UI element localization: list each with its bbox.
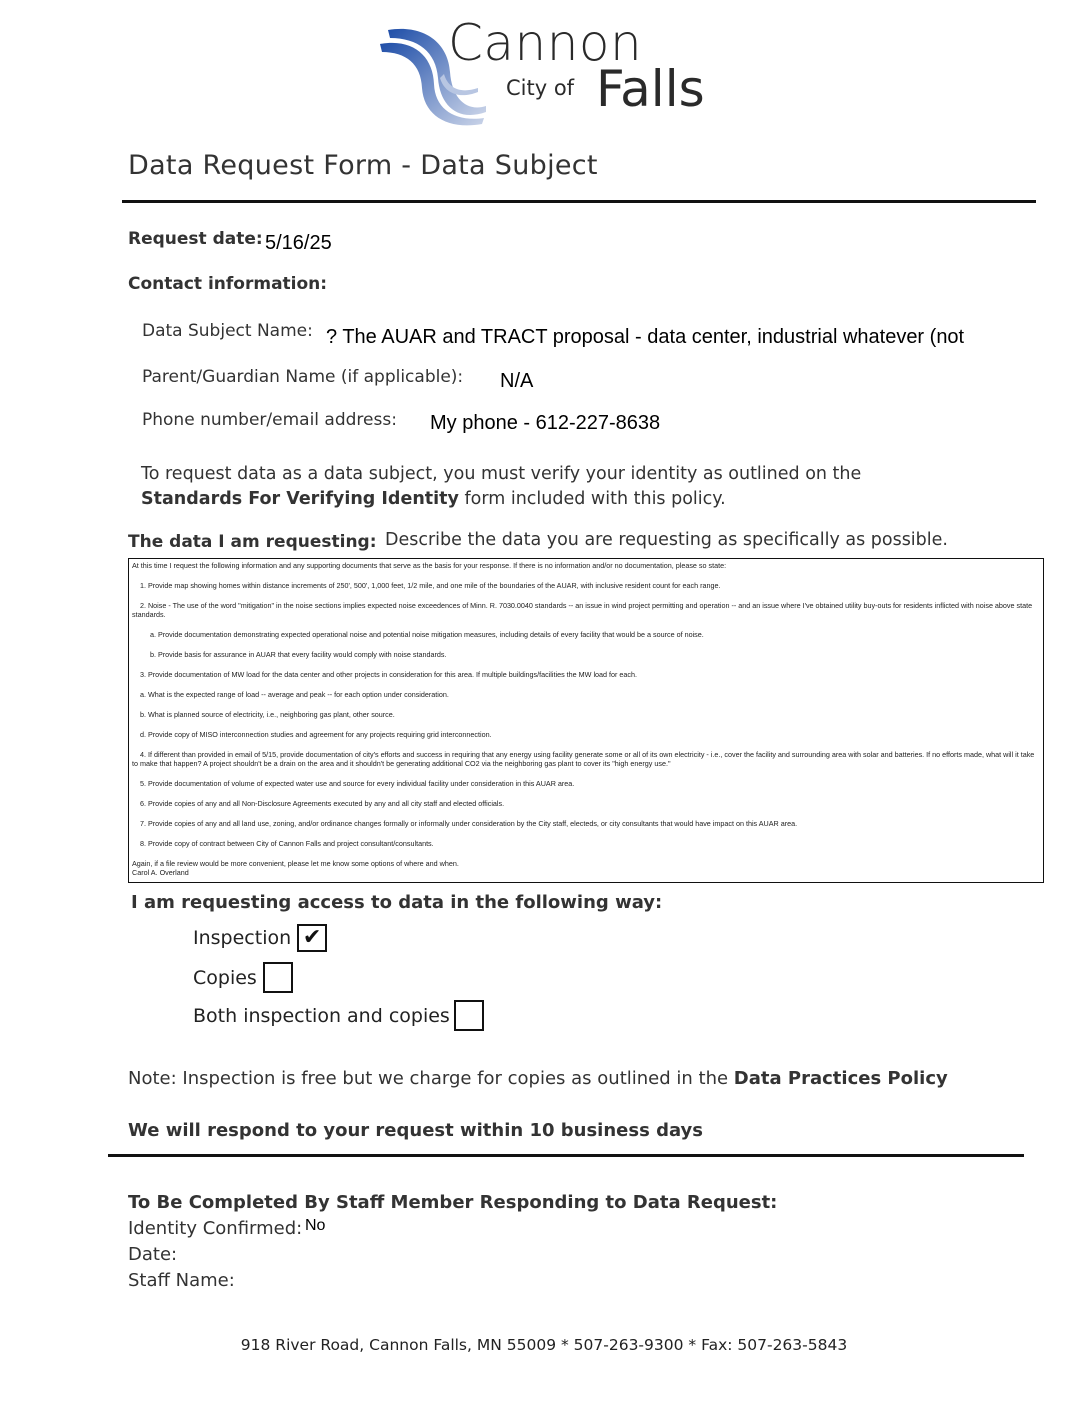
inspection-checkbox[interactable]	[297, 924, 327, 952]
request-item-3: 3. Provide documentation of MW load for the data center and other projects in consideration for this area. If multiple buildings/facilities the MW load for each.	[140, 670, 637, 679]
request-signature: Carol A. Overland	[132, 868, 189, 877]
request-date-value[interactable]: 5/16/25	[265, 232, 332, 254]
option-copies-label: Copies	[193, 966, 257, 989]
subject-name-label: Data Subject Name:	[142, 321, 313, 341]
checkmark-icon: ✔	[302, 925, 322, 950]
staff-section-heading: To Be Completed By Staff Member Responding to Data Request:	[128, 1192, 778, 1213]
logo-cannon-text: Cannon	[448, 14, 643, 72]
option-inspection-label: Inspection	[193, 927, 292, 949]
request-item-4: 4. If different than provided in email of 5/15, provide documentation of city's efforts and success in requiring that any energy using facility generate some or all of its own electricity - i.e., cover the facility and surrounding area with solar and batteries. If no efforts made, what will it take to make that happen? A project shouldn't be a drain on the area and it shouldn't be generating additional CO2 via the neighboring gas plant to cover its "high energy use."	[132, 750, 1035, 768]
request-item-6: 6. Provide copies of any and all Non-Disclosure Agreements executed by any and all city staff and elected officials.	[140, 799, 505, 808]
request-item-2: 2. Noise - The use of the word "mitigation" in the noise sections implies expected noise exceedences of Minn. R. 7030.0040 standards -- an issue in wind project permitting and operation -- and an issue where I've obtained utility buy-outs for residents inflicted with noise above state standards.	[132, 601, 1033, 619]
page-title: Data Request Form - Data Subject	[128, 150, 598, 181]
guardian-name-field[interactable]: N/A	[500, 370, 534, 392]
request-item-2b: b. Provide basis for assurance in AUAR that every facility would comply with noise standards.	[150, 650, 447, 659]
verify-note-line1: To request data as a data subject, you must verify your identity as outlined on the	[141, 464, 862, 484]
request-closing: Again, if a file review would be more convenient, please let me know some options of where and when.	[132, 859, 459, 868]
staff-section-divider	[108, 1154, 1024, 1157]
title-divider	[122, 200, 1036, 203]
data-requesting-instruction: Describe the data you are requesting as specifically as possible.	[385, 530, 948, 550]
staff-name-label: Staff Name:	[128, 1270, 235, 1291]
data-request-textarea[interactable]	[128, 558, 1044, 883]
guardian-name-label: Parent/Guardian Name (if applicable):	[142, 367, 464, 387]
option-both-label: Both inspection and copies	[193, 1004, 450, 1027]
identity-confirmed-field[interactable]: No	[305, 1217, 326, 1234]
request-item-5: 5. Provide documentation of volume of expected water use and source for every individual facility under consideration in this AUAR area.	[140, 779, 575, 788]
request-item-3d: d. Provide copy of MISO interconnection studies and agreement for any projects requiring grid interconnection.	[140, 730, 492, 739]
respond-note: We will respond to your request within 10 business days	[128, 1120, 703, 1141]
request-item-1: 1. Provide map showing homes within distance increments of 250', 500', 1,000 feet, 1/2 mile, and one mile of the boundaries of the AUAR, with inclusive resident count for each range.	[140, 581, 721, 590]
request-date-row	[128, 229, 263, 249]
request-date-label: Request date:	[128, 229, 263, 249]
staff-date-label: Date:	[128, 1244, 178, 1265]
city-logo	[378, 14, 718, 127]
phone-email-label: Phone number/email address:	[142, 410, 397, 430]
logo-city-of-text: City of	[506, 76, 575, 100]
copies-note-text: Note: Inspection is free but we charge for copies as outlined in the	[128, 1068, 734, 1089]
contact-info-heading: Contact information:	[128, 274, 328, 294]
data-practices-policy-link: Data Practices Policy	[733, 1068, 948, 1089]
request-item-3a: a. What is the expected range of load -- average and peak -- for each option under consideration.	[140, 690, 449, 699]
copies-checkbox[interactable]	[263, 962, 293, 993]
data-requesting-label: The data I am requesting:	[128, 532, 377, 552]
subject-name-field[interactable]: ? The AUAR and TRACT proposal - data center, industrial whatever (not	[326, 326, 965, 348]
request-item-3b: b. What is planned source of electricity, i.e., neighboring gas plant, other source.	[140, 710, 395, 719]
identity-confirmed-label: Identity Confirmed:	[128, 1218, 303, 1239]
option-both[interactable]	[193, 1000, 484, 1031]
access-way-heading: I am requesting access to data in the following way:	[131, 892, 663, 913]
both-checkbox[interactable]	[454, 1000, 484, 1031]
verify-note-line2: form included with this policy.	[458, 489, 726, 509]
verify-identity-note	[141, 464, 861, 509]
request-item-8: 8. Provide copy of contract between City of Cannon Falls and project consultant/consultants.	[140, 839, 434, 848]
standards-link: Standards For Verifying Identity	[141, 489, 459, 509]
option-inspection[interactable]	[193, 924, 327, 952]
copies-note	[128, 1068, 948, 1089]
phone-email-field[interactable]: My phone - 612-227-8638	[430, 412, 661, 434]
option-copies[interactable]	[193, 962, 293, 993]
footer-address: 918 River Road, Cannon Falls, MN 55009 * 507-263-9300 * Fax: 507-263-5843	[240, 1336, 848, 1354]
request-intro: At this time I request the following information and any supporting documents that serve as the basis for your response. If there is no information and/or no documentation, please so state:	[132, 561, 727, 570]
request-item-7: 7. Provide copies of any and all land use, zoning, and/or ordinance changes formally or informally under consideration by the City staff, electeds, or city consultants that would have impact on this AUAR area.	[140, 819, 798, 828]
request-item-2a: a. Provide documentation demonstrating expected operational noise and potential noise mitigation measures, including details of every facility that would be a source of noise.	[150, 630, 704, 639]
logo-falls-text: Falls	[596, 60, 705, 118]
